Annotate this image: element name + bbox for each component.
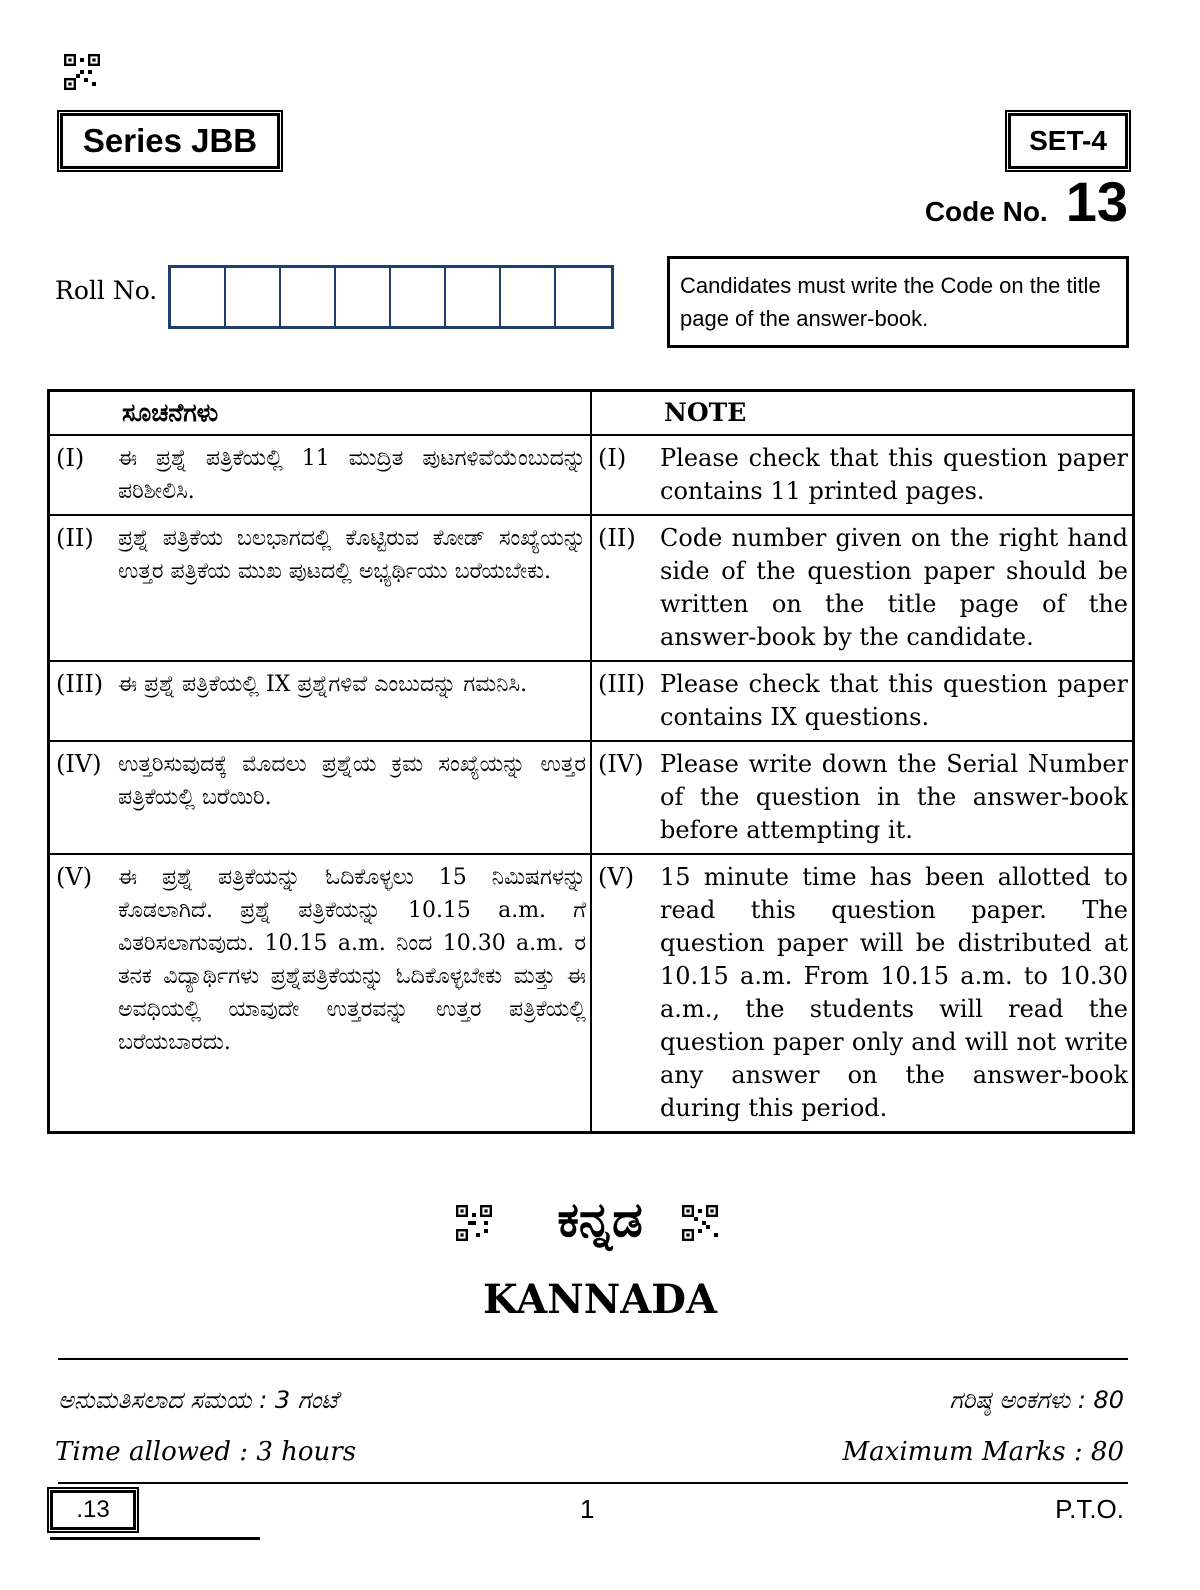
roll-no-digit-box[interactable] — [501, 268, 556, 326]
header-kn: ಸೂಚನೆಗಳು — [122, 398, 219, 427]
header-en: NOTE — [664, 398, 747, 427]
table-header-row — [49, 391, 1134, 436]
table-row — [49, 661, 1134, 741]
code-number-line — [925, 172, 1128, 232]
item-number: (III) — [56, 670, 104, 698]
item-text-en: Please check that this question paper contains 11 printed pages. — [660, 444, 1128, 505]
roll-no-boxes[interactable] — [168, 265, 614, 329]
divider — [58, 1482, 1128, 1484]
qr-code-icon — [682, 1205, 718, 1241]
divider — [58, 1358, 1128, 1360]
series-label: Series JBB — [60, 113, 280, 169]
item-number: (V) — [598, 863, 635, 891]
table-row — [49, 435, 1134, 515]
candidate-code-note: Candidates must write the Code on the title page of the answer-book. — [667, 256, 1129, 348]
max-marks-en: Maximum Marks : 80 — [842, 1437, 1124, 1467]
item-text-kn: ಈ ಪ್ರಶ್ನೆ ಪತ್ರಿಕೆಯಲ್ಲಿ IX ಪ್ರಶ್ನೆಗಳಿವೆ ಎಂಬುದನ್ನು ಗಮನಿಸಿ. — [118, 672, 528, 697]
instructions-table — [47, 389, 1135, 1134]
roll-no-digit-box[interactable] — [391, 268, 446, 326]
roll-no-digit-box[interactable] — [336, 268, 391, 326]
roll-no-digit-box[interactable] — [171, 268, 226, 326]
pto-label: P.T.O. — [1055, 1494, 1124, 1524]
code-label: Code No. — [924, 196, 1048, 227]
item-text-en: Please write down the Serial Number of the question in the answer-book before attempting it. — [660, 750, 1128, 844]
qr-code-icon — [64, 54, 100, 90]
time-allowed-kn: ಅನುಮತಿಸಲಾದ ಸಮಯ : 3 ಗಂಟೆ — [58, 1386, 339, 1414]
item-number: (I) — [598, 444, 627, 472]
roll-no-digit-box[interactable] — [226, 268, 281, 326]
time-allowed-en: Time allowed : 3 hours — [55, 1437, 357, 1467]
header-kn-cell — [49, 391, 592, 436]
item-text-kn: ಈ ಪ್ರಶ್ನೆ ಪತ್ರಿಕೆಯನ್ನು ಓದಿಕೊಳ್ಳಲು 15 ನಿಮಿಷಗಳನ್ನು ಕೊಡಲಾಗಿದೆ. ಪ್ರಶ್ನೆ ಪತ್ರಿಕೆಯನ್ನು 10.15 a.m. ಗೆ ವಿತರಿಸಲಾಗುವುದು. 10.15 a.m. ನಿಂದ 10.30 a.m. ರ ತನಕ ವಿದ್ಯಾರ್ಥಿಗಳು ಪ್ರಶ್ನೆಪತ್ರಿಕೆಯನ್ನು ಓದಿಕೊಳ್ಳಬೇಕು ಮತ್ತು ಈ ಅವಧಿಯಲ್ಲಿ ಯಾವುದೇ ಉತ್ತರವನ್ನು ಉತ್ತರ ಪತ್ರಿಕೆಯಲ್ಲಿ ಬರೆಯಬಾರದು. — [118, 865, 586, 1055]
roll-no-digit-box[interactable] — [446, 268, 501, 326]
item-number: (V) — [56, 863, 93, 891]
item-number: (III) — [598, 670, 646, 698]
code-number: 13 — [1065, 170, 1128, 233]
max-marks-kn: ಗರಿಷ್ಠ ಅಂಕಗಳು : 80 — [949, 1386, 1124, 1414]
set-label: SET-4 — [1008, 113, 1128, 169]
subject-title-english: KANNADA — [482, 1276, 718, 1323]
table-row — [49, 854, 1134, 1133]
item-text-en: Code number given on the right hand side of the question paper should be written on the title page of the answer-book by the candidate. — [660, 524, 1128, 651]
subject-title-kannada: ಕನ್ನಡ — [557, 1192, 643, 1248]
item-number: (II) — [56, 524, 94, 552]
item-number: (IV) — [598, 750, 644, 778]
item-text-kn: ಉತ್ತರಿಸುವುದಕ್ಕೆ ಮೊದಲು ಪ್ರಶ್ನೆಯ ಕ್ರಮ ಸಂಖ್ಯೆಯನ್ನು ಉತ್ತರ ಪತ್ರಿಕೆಯಲ್ಲಿ ಬರೆಯಿರಿ. — [118, 752, 586, 810]
footer-code: .13 — [50, 1490, 136, 1530]
table-row — [49, 515, 1134, 661]
roll-no-digit-box[interactable] — [281, 268, 336, 326]
page-number: 1 — [580, 1494, 595, 1524]
divider — [50, 1537, 260, 1540]
item-number: (IV) — [56, 750, 102, 778]
item-number: (I) — [56, 444, 85, 472]
roll-no-digit-box[interactable] — [556, 268, 611, 326]
table-row — [49, 741, 1134, 854]
item-text-kn: ಪ್ರಶ್ನೆ ಪತ್ರಿಕೆಯ ಬಲಭಾಗದಲ್ಲಿ ಕೊಟ್ಟಿರುವ ಕೋಡ್ ಸಂಖ್ಯೆಯನ್ನು ಉತ್ತರ ಪತ್ರಿಕೆಯ ಮುಖ ಪುಟದಲ್ಲಿ ಅಭ್ಯರ್ಥಿಯು ಬರೆಯಬೇಕು. — [118, 526, 586, 584]
roll-no-label: Roll No. — [55, 276, 158, 305]
item-text-en: Please check that this question paper contains IX questions. — [660, 670, 1128, 731]
item-text-kn: ಈ ಪ್ರಶ್ನೆ ಪತ್ರಿಕೆಯಲ್ಲಿ 11 ಮುದ್ರಿತ ಪುಟಗಳಿವೆಯೆಂಬುದನ್ನು ಪರಿಶೀಲಿಸಿ. — [118, 446, 586, 504]
item-text-en: 15 minute time has been allotted to read this question paper. The question paper will be distributed at 10.15 a.m. From 10.15 a.m. to 10.30 a.m., the students will read the question paper only and will not write any answer on the answer-book during this period. — [660, 863, 1128, 1122]
header-en-cell — [591, 391, 1134, 436]
item-number: (II) — [598, 524, 636, 552]
